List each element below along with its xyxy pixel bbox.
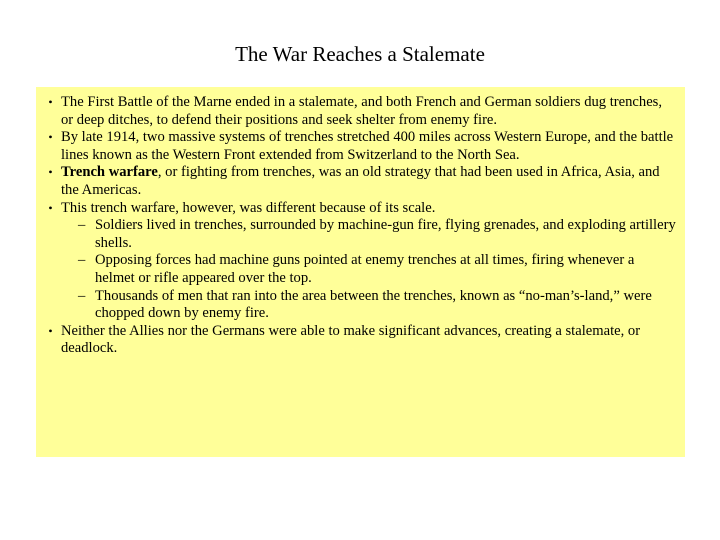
bullet-text: This trench warfare, however, was different because of its scale. [61,199,436,216]
bullet-text: , or fighting from trenches, was an old strategy that had been used in Africa, Asia, and the Americas. [61,164,660,198]
bullet-icon: • [48,95,53,109]
sub-bullet-item [40,252,677,287]
bullet-text: By late 1914, two massive systems of trenches stretched 400 miles across Western Europe, and the battle lines known as the Western Front extended from Switzerland to the North Sea. [61,129,674,163]
slide-title: The War Reaches a Stalemate [235,42,485,66]
bullet-item [40,323,677,358]
bullet-item [40,164,677,199]
bullet-item [40,129,677,164]
bullet-item [40,200,677,218]
dash-icon: – [78,252,86,269]
content-box [36,87,685,457]
bullet-text: The First Battle of the Marne ended in a stalemate, and both French and German soldiers dug trenches, or deep ditches, to defend their positions and seek shelter from enemy fire. [61,94,663,128]
bullet-item [40,94,677,129]
bullet-text: Neither the Allies nor the Germans were able to make significant advances, creating a stalemate, or deadlock. [61,322,641,357]
sub-bullet-item [40,288,677,323]
bullet-icon: • [48,323,53,338]
bullet-icon: • [48,130,53,145]
bullet-bold-term: Trench warfare [61,164,158,181]
sub-bullet-text: Thousands of men that ran into the area between the trenches, known as “no-man’s-land,” were chopped down by enemy fire. [95,287,652,322]
dash-icon: – [78,217,86,234]
sub-bullet-item [40,217,677,252]
bullet-icon: • [48,165,53,180]
sub-bullet-text: Opposing forces had machine guns pointed at enemy trenches at all times, firing whenever a helmet or rifle appeared over the top. [95,252,635,286]
bullet-icon: • [48,200,53,215]
sub-bullet-text: Soldiers lived in trenches, surrounded by machine-gun fire, flying grenades, and exploding artillery shells. [95,217,676,251]
dash-icon: – [78,287,86,304]
